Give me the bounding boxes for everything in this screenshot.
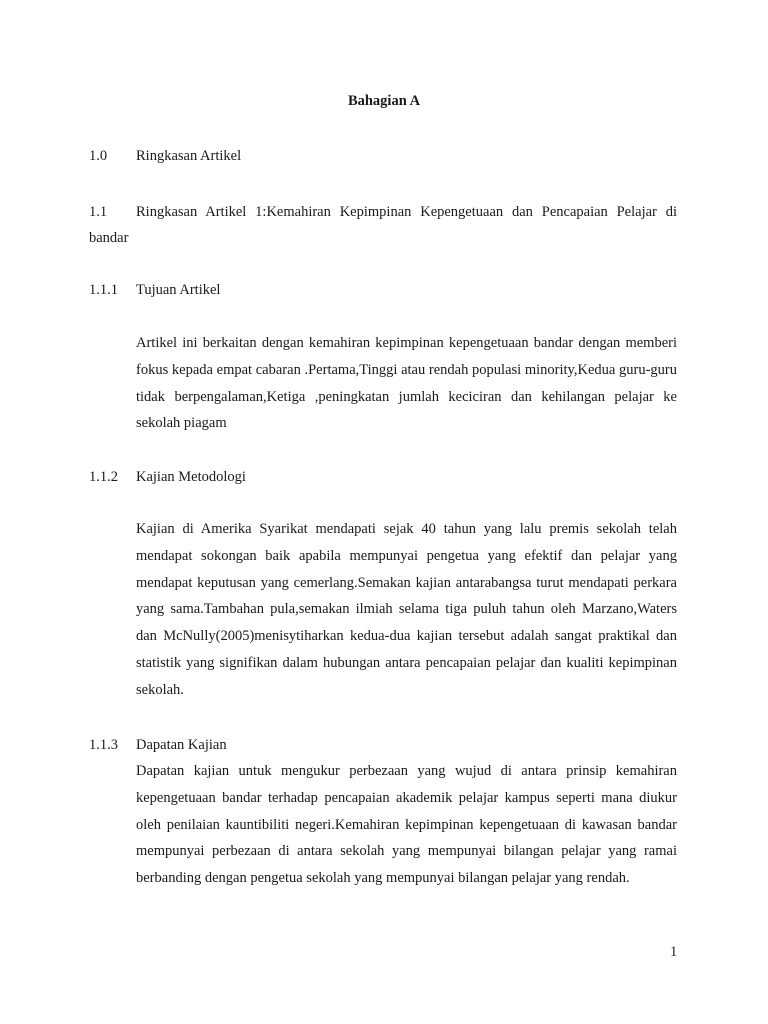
section-heading-1-1-2: Kajian Metodologi	[136, 469, 246, 485]
section-heading-1-1-1: Tujuan Artikel	[136, 282, 221, 298]
section-number-1-1-1: 1.1.1	[89, 282, 118, 298]
section-number-1-1: 1.1	[89, 204, 108, 220]
paragraph-dapatan-kajian: Dapatan kajian untuk mengukur perbezaan yang wujud di antara prinsip kemahiran kepengetuaan bandar terhadap pencapaian akademik pelajar kampus seperti mana diukur oleh penilaian kauntibiliti negeri.Kemahiran kepimpinan kepengetuaan di kawasan bandar mempunyai perbezaan di antara sekolah yang mempunyai bilangan pelajar yang ramai berbanding dengan pengetua sekolah yang mempunyai bilangan pelajar yang rendah.	[136, 763, 677, 887]
section-heading-1-1: Ringkasan Artikel 1:Kemahiran Kepimpinan Kepengetuaan dan Pencapaian Pelajar di bandar	[89, 204, 677, 246]
page-title: Bahagian A	[347, 93, 421, 109]
section-number-1-1-3: 1.1.3	[89, 737, 118, 753]
section-number-1-1-2: 1.1.2	[89, 469, 118, 485]
section-number-1-0: 1.0	[89, 148, 108, 164]
section-heading-1-1-3: Dapatan Kajian	[136, 737, 227, 753]
section-1-1	[89, 199, 677, 251]
paragraph-tujuan-artikel: Artikel ini berkaitan dengan kemahiran kepimpinan kepengetuaan bandar dengan memberi fokus kepada empat cabaran .Pertama,Tinggi atau rendah populasi minority,Kedua guru-guru tidak berpengalaman,Ketiga ,peningkatan jumlah keciciran dan kehilangan pelajar ke sekolah piagam	[136, 335, 677, 432]
page-number: 1	[670, 944, 678, 960]
paragraph-kajian-metodologi: Kajian di Amerika Syarikat mendapati sejak 40 tahun yang lalu premis sekolah telah mendapat sokongan baik apabila mempunyai pengetua yang efektif dan pelajar yang mendapat keputusan yang cemerlang.Semakan kajian antarabangsa turut mendapati perkara yang sama.Tambahan pula,semakan ilmiah selama tiga puluh tahun oleh Marzano,Waters dan McNully(2005)menisytiharkan kedua-dua kajian tersebut adalah sangat praktikal dan statistik yang signifikan dalam hubungan antara pencapaian pelajar dan kualiti kepimpinan sekolah.	[136, 521, 677, 698]
section-heading-1-0: Ringkasan Artikel	[136, 148, 242, 164]
